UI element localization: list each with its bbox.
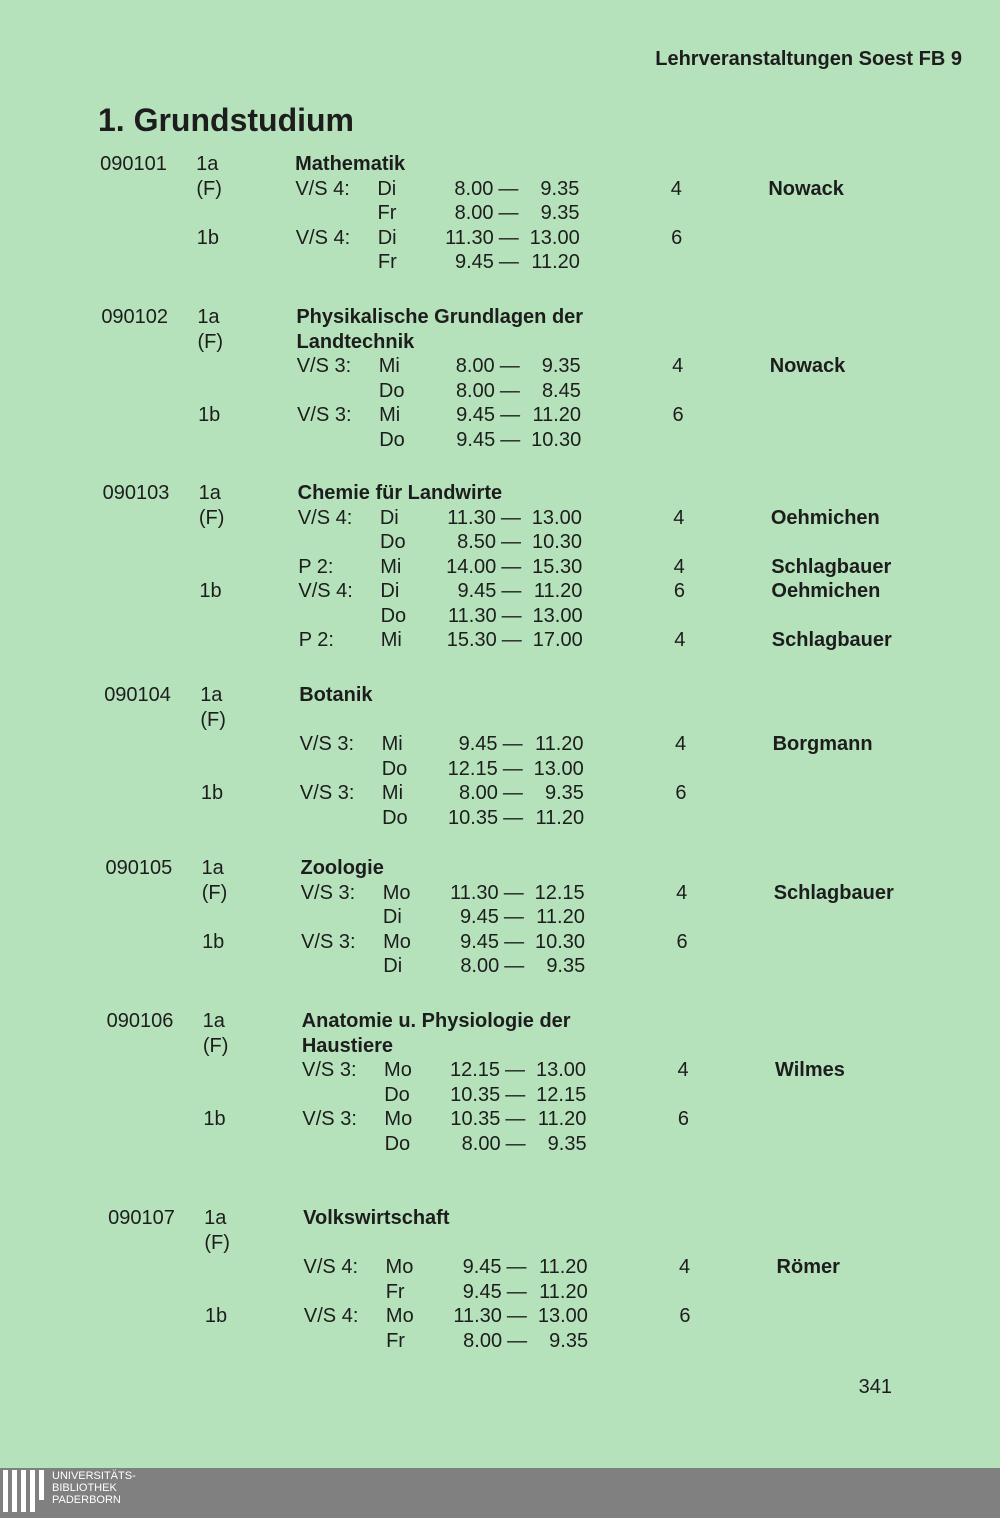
time-to: 11.20 [539,1280,588,1303]
course-day: Di [380,580,400,602]
time-to: 13.00 [531,506,582,529]
course-day: Di [377,177,397,200]
time-from: 8.50 [457,531,497,553]
course-day: Do [384,1083,410,1106]
time-to: 11.20 [538,1256,588,1278]
time-to: 13.00 [532,604,583,627]
course-credits: 4 [672,355,684,377]
time-to: 15.30 [532,555,583,578]
course-credits: 6 [672,404,684,426]
course-day: Do [379,428,405,451]
course-title: Mathematik [295,153,406,175]
course-type: V/S 3: [302,1059,357,1081]
time-from: 9.45 [456,404,496,426]
time-from: 9.45 [462,1256,502,1278]
time-from: 9.45 [462,1280,502,1303]
time-to: 9.35 [540,177,580,200]
course-code: 090106 [106,1010,174,1032]
course-type: V/S 3: [296,355,352,377]
time-from: 15.30 [446,629,497,651]
course-level: (F) [197,330,224,353]
course-title: Chemie für Landwirte [297,482,503,504]
time-dash: — [500,506,521,529]
course-lecturer: Nowack [769,355,846,377]
time-dash: — [502,782,523,804]
time-to: 9.35 [541,355,581,377]
course-level: (F) [196,177,222,200]
course-day: Di [382,906,402,928]
course-level: 1b [200,782,224,804]
course-type: V/S 4: [298,580,353,602]
time-to: 10.30 [535,930,586,953]
course-day: Mo [383,930,411,953]
course-code: 090102 [101,306,169,328]
time-dash: — [499,379,520,402]
course-level: (F) [198,506,225,529]
course-level: 1a [197,306,220,328]
library-name-line: UNIVERSITÄTS- [52,1470,136,1482]
course-level: 1b [198,404,221,426]
course-day: Fr [377,202,397,224]
course-code: 090103 [102,482,170,504]
time-to: 11.20 [533,580,583,602]
course-type: V/S 4: [295,177,350,200]
library-logo-icon [0,1468,48,1518]
course-code: 090107 [108,1207,175,1229]
time-to: 11.20 [535,806,585,829]
time-dash: — [498,177,519,200]
time-from: 9.45 [457,580,497,602]
course-code: 090105 [105,857,173,879]
time-from: 11.30 [447,506,496,529]
course-day: Do [380,531,406,553]
time-to: 11.20 [537,1108,587,1130]
course-lecturer: Schlagbauer [773,881,894,904]
time-dash: — [504,955,525,977]
course-day: Mi [380,555,402,578]
course-day: Fr [385,1280,405,1303]
time-from: 8.00 [458,782,498,804]
time-from: 10.35 [450,1108,501,1130]
time-from: 9.45 [454,251,494,273]
course-level: 1b [196,226,219,249]
course-day: Do [381,757,408,780]
course-credits: 4 [673,555,685,578]
time-to: 10.30 [531,531,583,553]
course-day: Mi [381,733,403,755]
time-dash: — [499,355,520,377]
time-dash: — [506,1305,527,1327]
time-to: 12.15 [534,881,585,904]
time-from: 12.15 [447,757,498,780]
time-dash: — [505,1108,526,1130]
course-day: Do [378,379,405,402]
time-from: 9.45 [458,733,498,755]
course-type: V/S 4: [303,1256,359,1278]
course-type: V/S 4: [295,226,351,249]
time-dash: — [505,1059,526,1081]
course-lecturer: Schlagbauer [771,629,892,651]
course-type: V/S 3: [302,1108,357,1130]
course-lecturer: Schlagbauer [771,555,892,578]
page-number: 341 [858,1376,892,1398]
course-lecturer: Oehmichen [771,580,881,602]
course-day: Mi [378,355,400,377]
course-credits: 4 [676,881,688,904]
course-credits: 6 [679,1305,691,1327]
course-day: Mo [382,881,411,904]
time-to: 11.20 [531,251,580,273]
time-to: 12.15 [536,1083,587,1106]
course-credits: 6 [675,782,687,804]
time-to: 13.00 [537,1305,588,1327]
time-dash: — [504,930,525,953]
time-from: 9.45 [456,428,496,451]
course-code: 090101 [100,153,167,175]
time-to: 13.00 [535,1059,587,1081]
course-type: V/S 3: [299,782,355,804]
time-from: 11.30 [445,226,494,249]
time-from: 8.00 [454,177,494,200]
course-day: Mo [385,1256,414,1278]
course-credits: 6 [673,580,685,602]
course-level: 1a [204,1207,227,1229]
course-level: 1b [203,1108,226,1130]
course-credits: 4 [674,629,686,651]
time-to: 8.45 [541,379,581,402]
course-lecturer: Römer [776,1256,840,1278]
course-type: V/S 3: [299,733,355,755]
course-title: Botanik [299,684,373,706]
time-from: 8.00 [463,1329,503,1352]
time-dash: — [506,1280,527,1303]
course-title: Zoologie [300,857,384,879]
time-dash: — [501,555,522,578]
course-title: Physikalische Grundlagen der [296,306,584,328]
library-name-line: BIBLIOTHEK [52,1482,117,1494]
running-header: Lehrveranstaltungen Soest FB 9 [655,48,962,70]
time-dash: — [507,1329,528,1352]
time-from: 8.00 [455,355,495,377]
course-type: P 2: [298,555,334,578]
time-from: 10.35 [450,1083,501,1106]
time-dash: — [502,733,523,755]
course-level: 1a [196,153,219,175]
course-credits: 4 [675,733,687,755]
course-level: 1b [199,580,222,602]
course-title: Volkswirtschaft [303,1207,450,1229]
course-day: Do [382,806,408,829]
time-from: 10.35 [448,806,499,829]
course-code: 090104 [104,684,171,706]
library-footer-bar [0,1468,1000,1518]
time-to: 9.35 [544,782,584,804]
course-credits: 6 [676,930,688,953]
time-to: 10.30 [531,428,582,451]
time-dash: — [502,757,523,780]
section-title: 1. Grundstudium [98,102,354,138]
course-credits: 4 [670,177,682,200]
course-level: (F) [201,881,228,904]
time-dash: — [503,906,524,928]
course-type: V/S 4: [303,1305,359,1327]
course-day: Fr [377,251,397,273]
course-day: Di [379,506,399,529]
time-dash: — [501,580,522,602]
course-day: Mo [384,1059,412,1081]
time-from: 12.15 [449,1059,501,1081]
time-dash: — [500,404,521,426]
course-level: 1b [204,1305,228,1327]
course-lecturer: Wilmes [775,1059,845,1081]
time-from: 8.00 [455,379,495,402]
time-to: 13.00 [533,757,584,780]
time-from: 11.30 [448,604,497,627]
course-type: P 2: [298,629,334,651]
course-level: 1a [202,1010,225,1032]
course-day: Mo [384,1108,413,1130]
time-dash: — [505,1083,526,1106]
course-day: Di [377,226,397,249]
course-level: 1a [200,684,223,706]
course-lecturer: Borgmann [772,733,873,755]
time-dash: — [501,531,522,553]
course-type: V/S 4: [297,506,353,529]
course-title: Landtechnik [296,330,415,353]
course-day: Fr [386,1329,405,1352]
time-from: 11.30 [453,1305,502,1327]
course-level: (F) [200,708,226,731]
course-lecturer: Nowack [768,177,844,200]
course-credits: 4 [677,1059,689,1081]
course-level: 1a [198,482,221,504]
time-dash: — [498,202,519,224]
course-level: (F) [204,1231,230,1254]
time-dash: — [500,428,521,451]
course-day: Do [384,1132,411,1155]
time-dash: — [501,629,522,651]
course-credits: 4 [673,506,685,529]
time-from: 9.45 [460,930,500,953]
time-dash: — [506,1256,527,1278]
time-to: 11.20 [532,404,582,426]
course-type: V/S 3: [301,930,356,953]
course-lecturer: Oehmichen [770,506,880,529]
course-title: Haustiere [301,1034,393,1057]
course-day: Mi [381,782,404,804]
course-day: Mo [385,1305,414,1327]
time-to: 9.35 [546,955,586,977]
course-level: 1b [202,930,225,953]
time-to: 13.00 [529,226,580,249]
course-level: 1a [201,857,224,879]
course-day: Mi [380,629,402,651]
course-credits: 6 [671,226,683,249]
time-to: 11.20 [534,733,584,755]
time-dash: — [498,251,519,273]
time-from: 8.00 [461,1132,501,1155]
course-title: Anatomie u. Physiologie der [301,1010,571,1032]
course-credits: 4 [678,1256,691,1278]
time-from: 9.45 [459,906,499,928]
time-dash: — [501,604,522,627]
time-dash: — [498,226,519,249]
time-from: 11.30 [450,881,499,904]
course-type: V/S 3: [300,881,356,904]
time-dash: — [503,806,524,829]
time-dash: — [505,1132,526,1155]
course-type: V/S 3: [297,404,352,426]
time-to: 9.35 [549,1329,589,1352]
time-from: 14.00 [446,555,497,578]
course-day: Mi [379,404,401,426]
time-to: 9.35 [547,1132,587,1155]
course-day: Do [380,604,407,627]
time-from: 8.00 [460,955,500,977]
time-to: 17.00 [532,629,583,651]
time-from: 8.00 [454,202,494,224]
time-dash: — [503,881,524,904]
time-to: 11.20 [536,906,585,928]
library-name [52,1470,136,1506]
time-to: 9.35 [540,202,580,224]
library-name-line: PADERBORN [52,1494,121,1506]
course-credits: 6 [677,1108,689,1130]
course-level: (F) [202,1034,229,1057]
course-day: Di [383,955,403,977]
